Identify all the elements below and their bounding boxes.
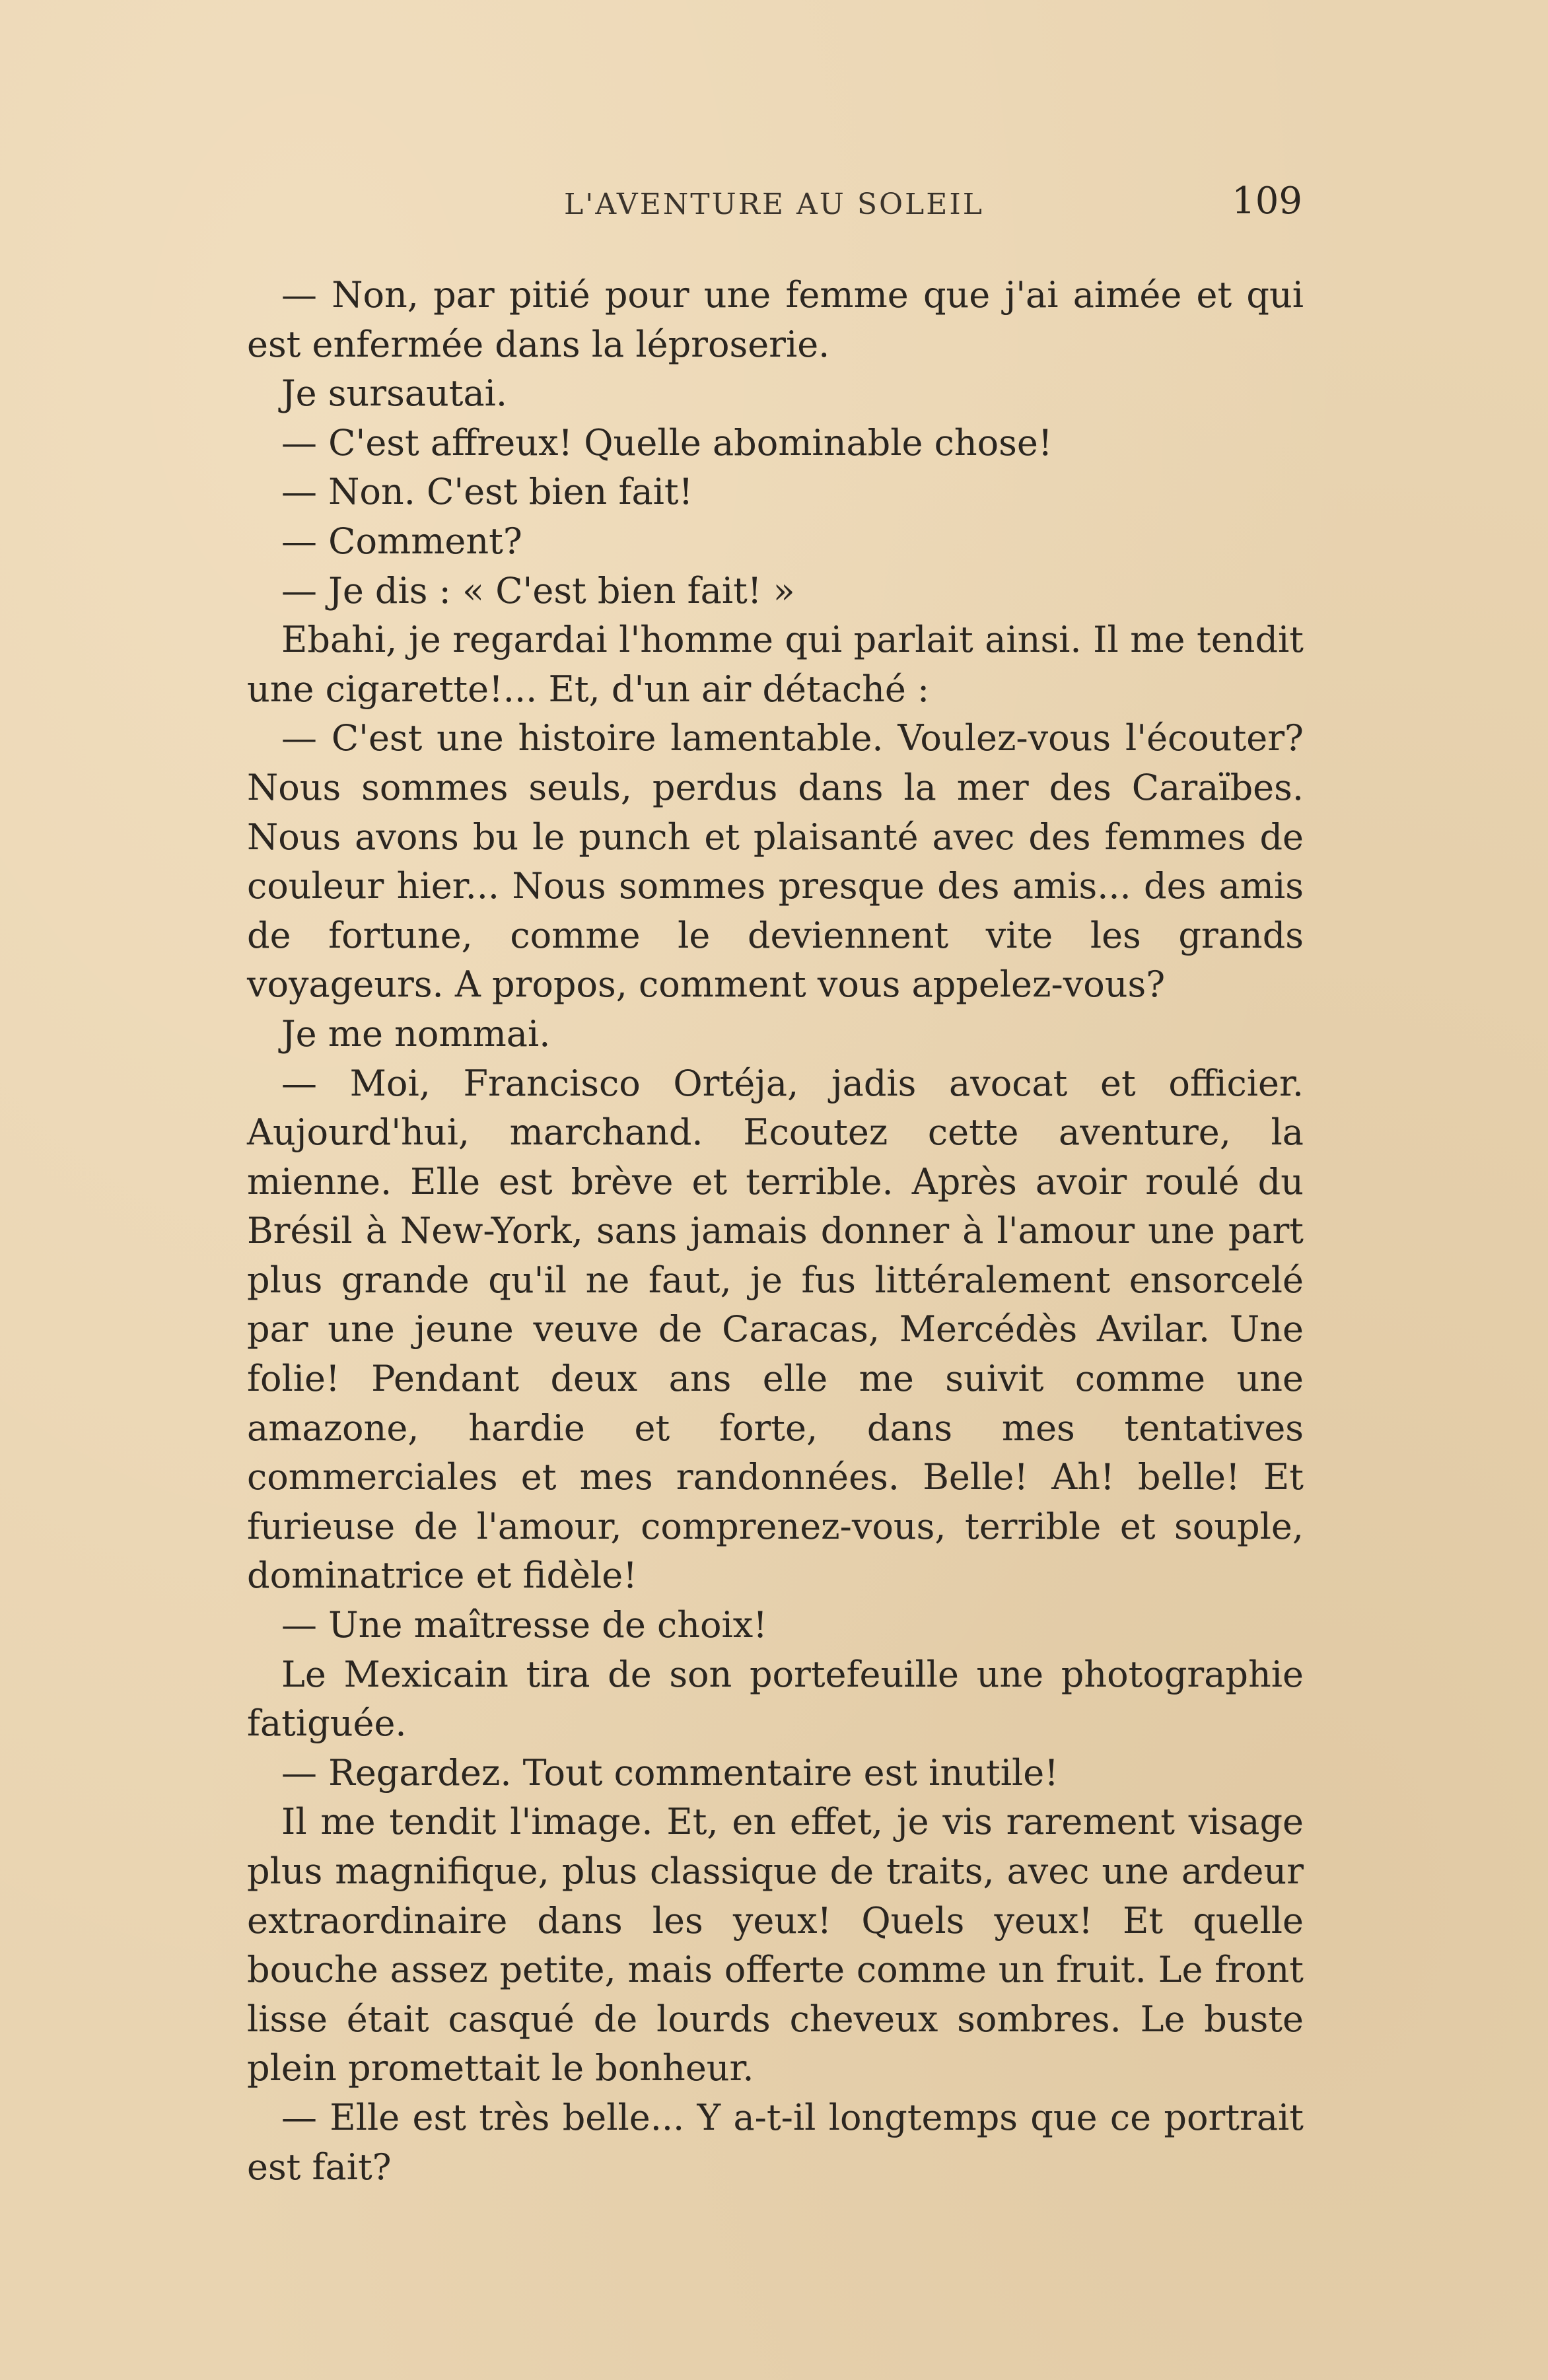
- running-title: L'AVENTURE AU SOLEIL: [564, 188, 984, 221]
- running-head: [246, 180, 1302, 232]
- paragraph: — Non. C'est bien fait!: [281, 471, 693, 513]
- paragraph: — C'est affreux! Quelle abominable chose!: [281, 421, 1053, 464]
- paragraph: — Je dis : « C'est bien fait! »: [281, 569, 795, 612]
- paragraph: — Comment?: [281, 520, 522, 562]
- paragraph: — Regardez. Tout commentaire est inutile!: [281, 1751, 1059, 1794]
- paragraph: — Elle est très belle... Y a-t-il longtemps que ce portrait est fait?: [247, 2096, 1304, 2188]
- paragraph: Je me nommai.: [281, 1012, 551, 1055]
- paragraph: — Non, par pitié pour une femme que j'ai aimée et qui est enfermée dans la léproserie.: [247, 274, 1304, 365]
- paragraph: — C'est une histoire lamentable. Voulez-vous l'écouter? Nous sommes seuls, perdus dans la mer des Caraïbes. Nous avons bu le punch et plaisanté avec des femmes de couleur hier... Nous sommes presque des amis... des amis de fortune, comme le deviennent vite les grands voyageurs. A propos, comment vous appelez-vous?: [247, 717, 1304, 1006]
- paragraph: Il me tendit l'image. Et, en effet, je vis rarement visage plus magnifique, plus classique de traits, avec une ardeur extraordinaire dans les yeux! Quels yeux! Et quelle bouche assez petite, mais offerte comme un fruit. Le front lisse était casqué de lourds cheveux sombres. Le buste plein promettait le bonheur.: [247, 1801, 1304, 2089]
- paragraph: — Moi, Francisco Ortéja, jadis avocat et officier. Aujourd'hui, marchand. Ecoutez cette aventure, la mienne. Elle est brève et terrible. Après avoir roulé du Brésil à New-York, sans jamais donner à l'amour une part plus grande qu'il ne faut, je fus littéralement ensorcelé par une jeune veuve de Caracas, Mercédès Avilar. Une folie! Pendant deux ans elle me suivit comme une amazone, hardie et forte, dans mes tentatives commerciales et mes randonnées. Belle! Ah! belle! Et furieuse de l'amour, comprenez-vous, terrible et souple, dominatrice et fidèle!: [247, 1062, 1304, 1597]
- paragraph: Le Mexicain tira de son portefeuille une photographie fatiguée.: [247, 1653, 1304, 1745]
- paragraph: — Une maîtresse de choix!: [281, 1604, 767, 1646]
- body-text: [247, 271, 1304, 2192]
- page-number: 109: [1232, 180, 1302, 223]
- paragraph: Je sursautai.: [281, 372, 508, 415]
- paragraph: Ebahi, je regardai l'homme qui parlait ainsi. Il me tendit une cigarette!... Et, d'un air détaché :: [247, 619, 1304, 710]
